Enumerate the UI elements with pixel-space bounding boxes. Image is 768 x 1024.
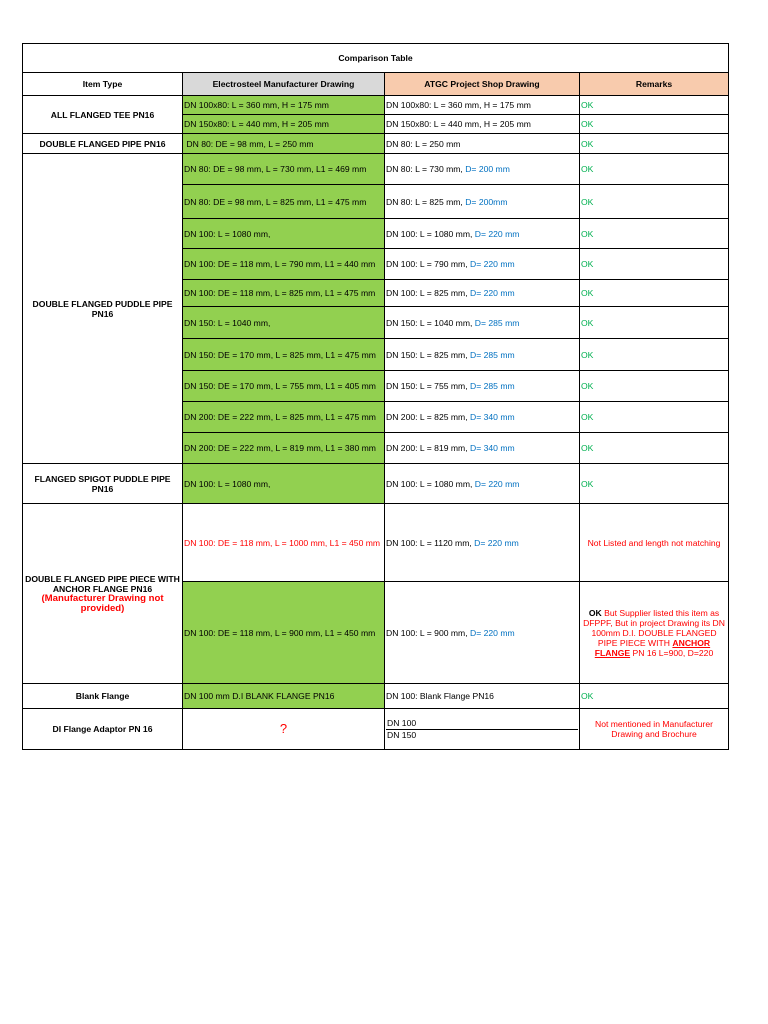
spigot-shop: DN 100: L = 1080 mm, D= 220 mm: [385, 464, 580, 504]
puddle-shop: DN 100: L = 1080 mm, D= 220 mm: [385, 219, 580, 249]
blank-remark: OK: [580, 684, 729, 709]
puddle-remark: OK: [580, 402, 729, 433]
tee-shop-2: DN 150x80: L = 440 mm, H = 205 mm: [385, 115, 580, 134]
spigot-remark: OK: [580, 464, 729, 504]
header-remarks: Remarks: [580, 73, 729, 96]
puddle-man: DN 80: DE = 98 mm, L = 825 mm, L1 = 475 mm: [183, 185, 385, 219]
item-flanged-spigot-puddle-pipe: FLANGED SPIGOT PUDDLE PIPE PN16: [23, 464, 183, 504]
tee-shop-1: DN 100x80: L = 360 mm, H = 175 mm: [385, 96, 580, 115]
item-double-flanged-puddle-pipe: DOUBLE FLANGED PUDDLE PIPE PN16: [23, 154, 183, 464]
puddle-man: DN 100: DE = 118 mm, L = 790 mm, L1 = 440 mm: [183, 249, 385, 280]
puddle-man: DN 100: L = 1080 mm,: [183, 219, 385, 249]
puddle-remark: OK: [580, 307, 729, 339]
item-all-flanged-tee: ALL FLANGED TEE PN16: [23, 96, 183, 134]
adaptor-man: [183, 709, 385, 750]
puddle-man: DN 80: DE = 98 mm, L = 730 mm, L1 = 469 mm: [183, 154, 385, 185]
header-item-type: Item Type: [23, 73, 183, 96]
anchor-sublabel: (Manufacturer Drawing not provided): [41, 592, 164, 614]
puddle-man: DN 150: DE = 170 mm, L = 825 mm, L1 = 475 mm: [183, 339, 385, 371]
header-manufacturer: Electrosteel Manufacturer Drawing: [183, 73, 385, 96]
puddle-remark: OK: [580, 280, 729, 307]
question-mark: ?: [279, 721, 288, 736]
anchor-remark-2: OK But Supplier listed this item as DFPPF, But in project Drawing its DN 100mm D.I. DOUBLE FLANGED PIPE PIECE WITH ANCHOR FLANGE PN 16 L=900, D=220: [580, 582, 729, 684]
puddle-shop: DN 80: L = 730 mm, D= 200 mm: [385, 154, 580, 185]
anchor-label: DOUBLE FLANGED PIPE PIECE WITH ANCHOR FLANGE PN16: [25, 573, 180, 594]
item-double-flanged-pipe: DOUBLE FLANGED PIPE PN16: [23, 134, 183, 154]
puddle-shop: DN 150: L = 1040 mm, D= 285 mm: [385, 307, 580, 339]
tee-remark-1: OK: [580, 96, 729, 115]
item-blank-flange: Blank Flange: [23, 684, 183, 709]
puddle-shop: DN 200: L = 825 mm, D= 340 mm: [385, 402, 580, 433]
adaptor-shop-dn150: DN 150: [387, 729, 417, 740]
puddle-shop: DN 150: L = 825 mm, D= 285 mm: [385, 339, 580, 371]
spigot-man: DN 100: L = 1080 mm,: [183, 464, 385, 504]
item-di-flange-adaptor: DI Flange Adaptor PN 16: [23, 709, 183, 750]
puddle-shop: DN 100: L = 790 mm, D= 220 mm: [385, 249, 580, 280]
adaptor-shop-dn100: DN 100: [386, 718, 578, 730]
dfp-remark: OK: [580, 134, 729, 154]
puddle-remark: OK: [580, 249, 729, 280]
header-shop-drawing: ATGC Project Shop Drawing: [385, 73, 580, 96]
blank-shop: DN 100: Blank Flange PN16: [385, 684, 580, 709]
dfp-man: DN 80: DE = 98 mm, L = 250 mm: [183, 134, 385, 154]
item-double-flanged-pipe-piece-anchor: [23, 504, 183, 684]
adaptor-shop: [385, 709, 580, 750]
tee-remark-2: OK: [580, 115, 729, 134]
puddle-remark: OK: [580, 219, 729, 249]
anchor-man-2: DN 100: DE = 118 mm, L = 900 mm, L1 = 450 mm: [183, 582, 385, 684]
puddle-remark: OK: [580, 339, 729, 371]
puddle-man: DN 150: L = 1040 mm,: [183, 307, 385, 339]
anchor-shop-2: DN 100: L = 900 mm, D= 220 mm: [385, 582, 580, 684]
puddle-man: DN 150: DE = 170 mm, L = 755 mm, L1 = 405 mm: [183, 371, 385, 402]
puddle-remark: OK: [580, 154, 729, 185]
puddle-shop: DN 200: L = 819 mm, D= 340 mm: [385, 433, 580, 464]
puddle-man: DN 200: DE = 222 mm, L = 819 mm, L1 = 380 mm: [183, 433, 385, 464]
blank-man: DN 100 mm D.I BLANK FLANGE PN16: [183, 684, 385, 709]
tee-man-1: DN 100x80: L = 360 mm, H = 175 mm: [183, 96, 385, 115]
puddle-shop: DN 80: L = 825 mm, D= 200mm: [385, 185, 580, 219]
adaptor-remark: Not mentioned in Manufacturer Drawing and Brochure: [580, 709, 729, 750]
comparison-table: [22, 43, 729, 750]
table-title: Comparison Table: [23, 44, 729, 73]
anchor-remark-1: Not Listed and length not matching: [580, 504, 729, 582]
anchor-man-1: DN 100: DE = 118 mm, L = 1000 mm, L1 = 450 mm: [183, 504, 385, 582]
dfp-shop: DN 80: L = 250 mm: [385, 134, 580, 154]
puddle-shop: DN 100: L = 825 mm, D= 220 mm: [385, 280, 580, 307]
tee-man-2: DN 150x80: L = 440 mm, H = 205 mm: [183, 115, 385, 134]
puddle-man: DN 100: DE = 118 mm, L = 825 mm, L1 = 475 mm: [183, 280, 385, 307]
puddle-remark: OK: [580, 433, 729, 464]
puddle-shop: DN 150: L = 755 mm, D= 285 mm: [385, 371, 580, 402]
anchor-shop-1: DN 100: L = 1120 mm, D= 220 mm: [385, 504, 580, 582]
puddle-man: DN 200: DE = 222 mm, L = 825 mm, L1 = 475 mm: [183, 402, 385, 433]
puddle-remark: OK: [580, 371, 729, 402]
puddle-remark: OK: [580, 185, 729, 219]
